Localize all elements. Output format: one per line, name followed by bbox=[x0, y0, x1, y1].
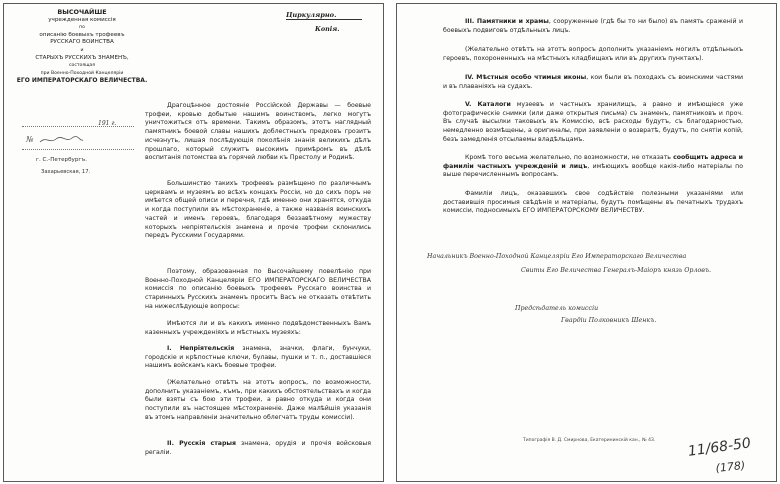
header-line: по bbox=[79, 25, 85, 31]
section-heading: V. Каталоги bbox=[465, 101, 511, 108]
printer-imprint: Типографія В. Д. Смирнова, Екатерининскій кан., № 43. bbox=[523, 438, 656, 443]
paragraph-text: Кромѣ того весьма желательно, по возможности, не отказать bbox=[465, 154, 674, 161]
signature-chief-title: Начальникъ Военно-Походной Канцеляріи Его Императорскаго Величества bbox=[427, 253, 687, 260]
paragraph: Драгоцѣнное достояніе Россійской Державы — боевые трофеи, кровью добытые нашимъ воинствомъ, легко могутъ уничтожиться отъ времени. Такимъ образомъ, этотъ наглядный памятникъ боевой славы нашихъ доблестныхъ предковъ грозитъ исчезнуть, лишая послѣдующія поколѣнія знанія великихъ дѣлъ прошлаго, который служитъ высокимъ примѣромъ въ дѣлѣ воспитанія потомства въ горячей любви къ Престолу и Родинѣ. bbox=[145, 102, 371, 162]
signature-chairman-title: Предсѣдатель комиссіи bbox=[515, 305, 599, 312]
header-line: СТАРЫХЪ РУССКИХЪ ЗНАМЕНЪ, bbox=[35, 54, 129, 61]
header-line: учрежденная комиссія bbox=[48, 16, 116, 23]
paragraph: Имѣются ли и въ какихъ именно подвѣдомственныхъ Вамъ казенныхъ учрежденіяхъ и мѣстныхъ музеяхъ: bbox=[145, 320, 371, 336]
header-line: описанію боевыхъ трофеевъ bbox=[39, 31, 125, 38]
paragraph bbox=[443, 101, 743, 145]
handwritten-archive-number: 11/68-50 bbox=[687, 435, 752, 460]
paragraph: Фамиліи лицъ, оказавшихъ свое содѣйствіе полезными указаніями или доставившія просимыя свѣдѣнія и матеріалы, будутъ помѣщены въ печатныхъ трудахъ комиссіи, подносимыхъ ЕГО ИМПЕРАТОРСКОМУ ВЕЛИЧЕСТВУ. bbox=[443, 190, 743, 215]
paragraph-text: знамена, орудія и прочія войсковыя регаліи. bbox=[145, 440, 372, 456]
header-line: и bbox=[80, 47, 84, 53]
header-line: ВЫСОЧАЙШЕ bbox=[57, 8, 107, 16]
header-line: при Военно-Походной Канцеляріи bbox=[40, 70, 124, 76]
paragraph-text: , кои были въ походахъ съ воинскими частями и въ плаваніяхъ на судахъ. bbox=[443, 74, 744, 90]
number-line bbox=[22, 149, 134, 150]
paragraph: (Желательно отвѣтъ на этотъ вопросъ, по возможности, дополнить указаніемъ, къмъ, при какихъ обстоятельствахъ и когда были взяты съ бою эти трофеи, а равно откуда и когда они поступили въ настоящее мѣстохраненіе. Даже малѣйшія указанія въ этомъ направленіи значительно облегчатъ труды комиссіи). bbox=[145, 379, 371, 421]
header-line: РУССКАГО ВОИНСТВА bbox=[50, 39, 114, 46]
right-page bbox=[396, 3, 777, 482]
paragraph: (Желательно отвѣтъ на этотъ вопросъ дополнить указаніемъ могилъ отдѣльныхъ героевъ, похороненныхъ на мѣстныхъ кладбищахъ или въ другихъ пунктахъ). bbox=[443, 46, 743, 62]
date-year: 191 г. bbox=[98, 120, 117, 127]
paragraph bbox=[443, 74, 743, 91]
paragraph: Поэтому, образованная по Высочайшему повелѣнію при Военно-Походной Канцеляріи ЕГО ИМПЕРАТОРСКАГО ВЕЛИЧЕСТВА комиссія по описанію боевыхъ трофеевъ Русскаго воинства и старинныхъ Русскихъ знаменъ проситъ Васъ не отказать отвѣтить на нижеслѣдующіе вопросы: bbox=[145, 268, 371, 310]
city: г. С.-Петербургъ. bbox=[36, 157, 88, 163]
section-heading: III. Памятники и храмы bbox=[465, 18, 549, 25]
number-prefix: № bbox=[26, 135, 34, 144]
section-heading: IV. Мѣстныя особо чтимыя иконы bbox=[465, 74, 587, 81]
circular-label: Циркулярно. bbox=[286, 11, 337, 19]
paragraph bbox=[443, 154, 743, 180]
date-line bbox=[22, 126, 134, 127]
address: Захарьевская, 17. bbox=[41, 169, 91, 175]
paragraph bbox=[145, 440, 371, 457]
copy-label: Копія. bbox=[315, 25, 340, 33]
emphasis-text: сообщить адреса и фамиліи частныхъ учрежденій и лицъ bbox=[443, 154, 743, 170]
handwritten-sheet-number: (178) bbox=[715, 458, 746, 475]
paragraph bbox=[145, 345, 371, 371]
paragraph-text: знамена, значки, флаги, бунчуки, городскіе и крѣпостные ключи, булавы, пушки и т. п., доставшіеся нашимъ войскамъ какъ боевые трофеи. bbox=[145, 345, 372, 370]
header-line: состоящая bbox=[68, 63, 96, 69]
paragraph-text: , сооруженные (гдѣ бы то ни было) въ память сраженій и боевыхъ подвиговъ отдѣльныхъ лицъ. bbox=[443, 18, 743, 34]
header-line: ЕГО ИМПЕРАТОРСКАГО ВЕЛИЧЕСТВА. bbox=[16, 77, 148, 85]
section-heading: I. Непріятельскія bbox=[167, 345, 235, 352]
signature-chairman-name: Гвардіи Полковникъ Шенкъ. bbox=[561, 317, 657, 324]
commission-header bbox=[12, 9, 152, 85]
paragraph bbox=[443, 18, 743, 35]
left-page bbox=[3, 3, 384, 482]
section-heading: II. Русскія старыя bbox=[167, 440, 236, 447]
number-scribble-icon bbox=[38, 134, 84, 146]
paragraph-text: музеевъ и частныхъ хранилищъ, а равно и имѣющіеся уже фотографическіе снимки (или даже открытыя письма) съ знаменъ, памятниковъ и проч. Въ случаѣ высылки таковыхъ въ Комиссію, всѣ расходы будутъ, съ благодарностью, немедленно возмѣщены, а оригиналы, при заявленіи о возвратѣ, будутъ, по снятіи копій, безъ замедленія отсылаемы владѣльцамъ. bbox=[443, 101, 744, 143]
paragraph: Большинство такихъ трофеевъ размѣщено по различнымъ церквамъ и музеямъ во всѣхъ концахъ Россіи, но до сихъ поръ не имѣется общей описи и перечня, гдѣ именно они хранятся, откуда и когда поступили въ мѣстохраненіе, а также названія воинскихъ частей и именъ героевъ, благодаря беззавѣтному мужеству которыхъ непріятельскія знамена и прочіе трофеи склонились передъ Русскими Государями. bbox=[145, 180, 371, 240]
signature-chief-name: Свиты Его Величества Генералъ-Маіоръ князь Орловъ. bbox=[521, 267, 712, 274]
paragraph-text: , имѣющихъ вообще какія-либо матеріалы по выше перечисленнымъ вопросамъ. bbox=[443, 162, 744, 179]
divider bbox=[286, 19, 362, 20]
